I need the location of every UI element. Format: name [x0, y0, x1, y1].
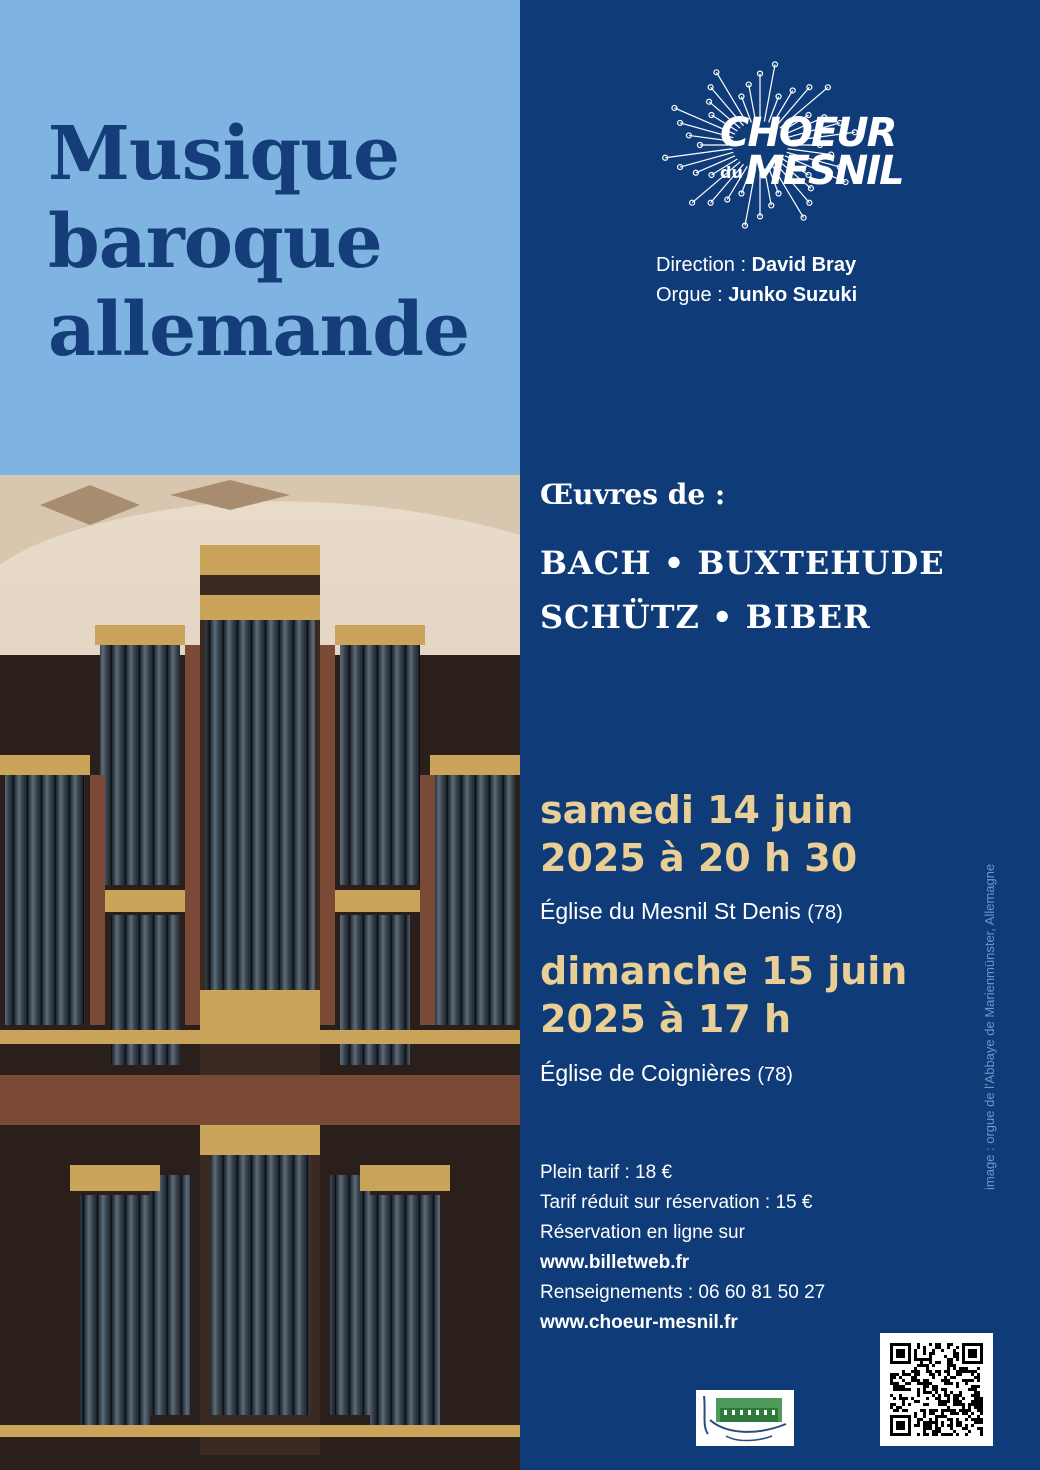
credits — [656, 250, 857, 310]
logo-line-2: MESNIL — [744, 148, 903, 194]
direction-name: David Bray — [751, 254, 857, 276]
title-line-3: allemande — [48, 287, 470, 373]
image-credit: image : orgue de l'Abbaye de Marienmünster, Allemagne — [982, 863, 997, 1190]
logo-line-1: CHOEUR — [720, 110, 896, 156]
choeur-mesnil-logo — [720, 110, 903, 194]
concert-1-date-line-2: 2025 à 20 h 30 — [540, 836, 858, 880]
logo-du: du — [720, 163, 743, 182]
tower-cornice — [200, 545, 320, 575]
concert-2-date-line-2: 2025 à 17 h — [540, 997, 792, 1041]
concert-2-date — [540, 947, 907, 1043]
renseignements: Renseignements : 06 60 81 50 27 — [540, 1282, 826, 1303]
concert-2-venue-name: Église de Coignières — [540, 1060, 751, 1086]
title-line-1: Musique — [48, 111, 400, 197]
lower-central-pipes — [210, 1155, 310, 1415]
orgue-label: Orgue : — [656, 284, 723, 306]
lower-left-inner-pipes — [150, 1175, 190, 1415]
concert-1-dept: (78) — [807, 902, 843, 924]
organ-photo — [0, 475, 520, 1470]
ticket-info — [540, 1158, 825, 1338]
reservation-text: Réservation en ligne sur — [540, 1222, 745, 1243]
concert-2-dept: (78) — [757, 1064, 793, 1086]
central-pipes — [205, 620, 315, 990]
poster-title — [48, 110, 469, 374]
far-left-pipes — [5, 775, 85, 1025]
concert-2-venue — [540, 1060, 793, 1087]
right-pipes-upper — [340, 645, 420, 885]
town-logo-icon — [696, 1390, 794, 1446]
far-right-pipes — [435, 775, 515, 1025]
concert-2-date-line-1: dimanche 15 juin — [540, 949, 908, 993]
qr-code-icon — [890, 1343, 983, 1436]
lower-right-inner-pipes — [330, 1175, 370, 1415]
composers — [540, 536, 945, 644]
orgue-name: Junko Suzuki — [728, 284, 858, 306]
concert-1-venue — [540, 898, 843, 925]
direction-label: Direction : — [656, 254, 747, 276]
price-reduced: Tarif réduit sur réservation : 15 € — [540, 1192, 813, 1213]
lower-right-pipes — [370, 1195, 440, 1425]
lower-left-pipes — [80, 1195, 150, 1425]
concert-1-date-line-1: samedi 14 juin — [540, 788, 854, 832]
price-full: Plein tarif : 18 € — [540, 1162, 673, 1183]
program-heading: Œuvres de : — [540, 478, 726, 511]
composers-line-2: SCHÜTZ • BIBER — [540, 598, 871, 636]
concert-1-venue-name: Église du Mesnil St Denis — [540, 898, 801, 924]
website-link[interactable]: www.choeur-mesnil.fr — [540, 1312, 738, 1333]
le-mesnil-saint-denis-logo — [696, 1390, 794, 1446]
title-line-2: baroque — [48, 199, 382, 285]
billetweb-link[interactable]: www.billetweb.fr — [540, 1252, 690, 1273]
qr-code[interactable] — [880, 1333, 993, 1446]
title-panel — [0, 0, 520, 475]
composers-line-1: BACH • BUXTEHUDE — [540, 544, 945, 582]
concert-1-date — [540, 786, 857, 882]
left-pipes-upper — [100, 645, 180, 885]
